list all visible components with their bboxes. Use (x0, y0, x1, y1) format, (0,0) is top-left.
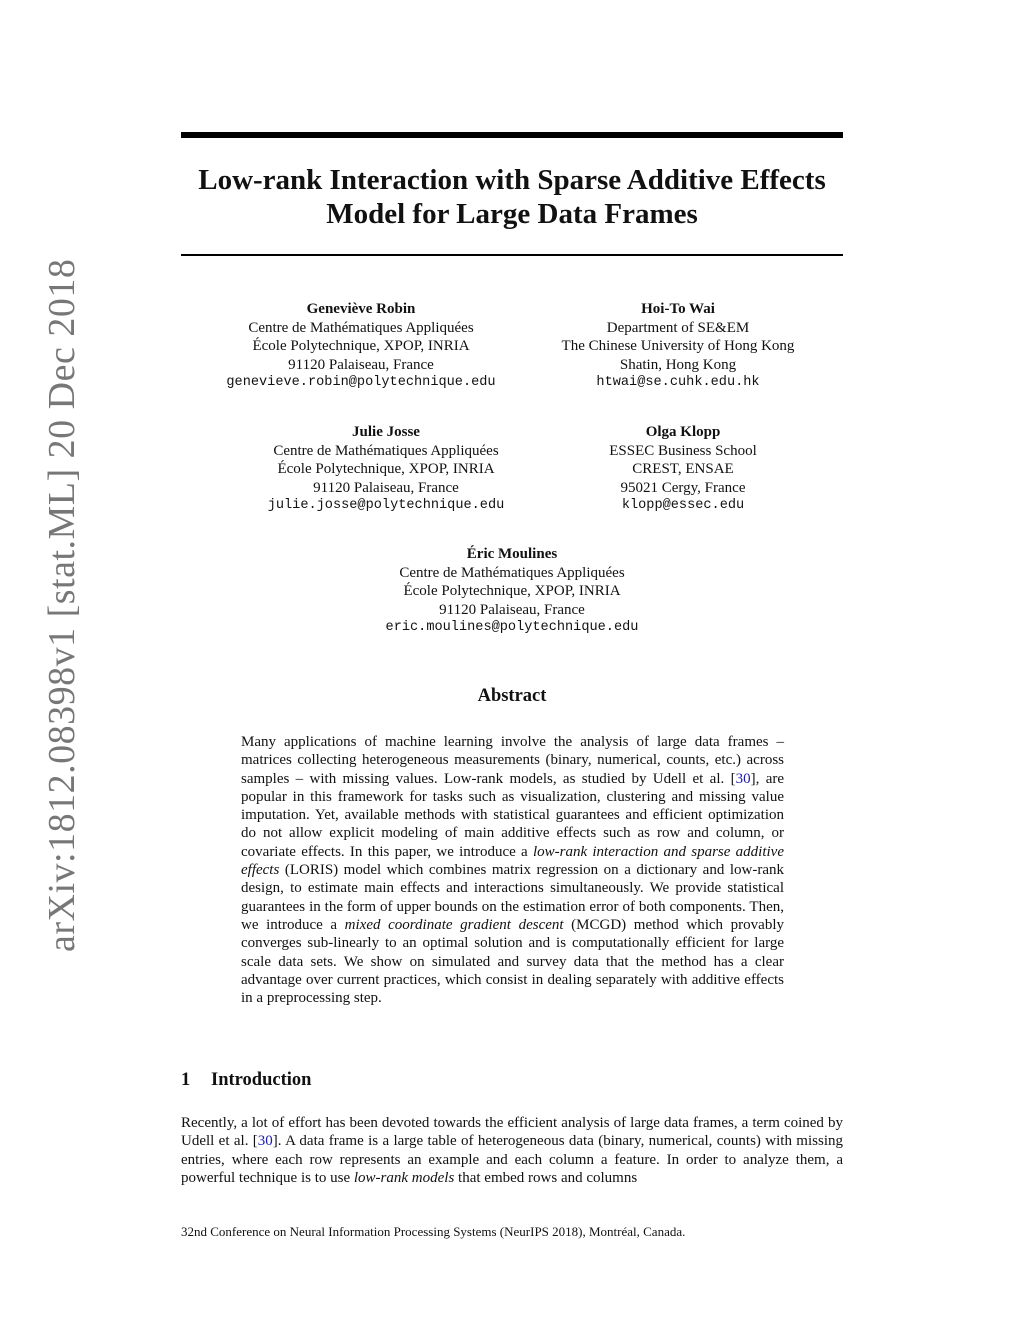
section-heading-introduction (181, 1070, 843, 1091)
paper-title (181, 163, 843, 231)
author-affiliation-line: 91120 Palaiseau, France (439, 601, 585, 618)
author-affiliation-line: Centre de Mathématiques Appliquées (399, 564, 625, 581)
author-affiliation-line: École Polytechnique, XPOP, INRIA (252, 338, 470, 355)
author-email[interactable]: eric.moulines@polytechnique.edu (385, 620, 639, 636)
abstract-heading: Abstract (477, 686, 547, 706)
author-name: Julie Josse (352, 424, 420, 440)
author-name: Geneviève Robin (306, 301, 416, 317)
title-top-rule (181, 132, 843, 138)
author-email[interactable]: klopp@essec.edu (621, 498, 745, 514)
introduction-text (181, 1114, 843, 1188)
abstract-text-part: (LORIS) model which combines matrix regression on a dictionary and low-rank design, to estimate main effects and interactions simultaneously. We provide statistical guarantees in the form of upper bounds on the estimation error of both components. Then, we introduce a (241, 862, 784, 933)
author-name: Éric Moulines (466, 546, 558, 562)
author-affiliation-line: 91120 Palaiseau, France (288, 356, 434, 373)
citation-link[interactable]: 30 (257, 1133, 273, 1150)
intro-text-part: that embed rows and columns (454, 1170, 638, 1187)
author-affiliation-line: 95021 Cergy, France (620, 479, 746, 496)
author-affiliation-line: ESSEC Business School (609, 442, 757, 459)
author-affiliation-line: École Polytechnique, XPOP, INRIA (277, 461, 495, 478)
arxiv-identifier: arXiv:1812.08398v1 [stat.ML] 20 Dec 2018 (41, 258, 83, 952)
intro-text-part: Recently, a lot of effort has been devoted towards the efficient analysis of large data frames, a term coined by Udell et al. [ (181, 1115, 843, 1150)
author-affiliation-line: École Polytechnique, XPOP, INRIA (403, 583, 621, 600)
section-number: 1 (181, 1070, 191, 1090)
author-name: Hoi-To Wai (641, 301, 715, 317)
author-block-moulines (362, 545, 662, 638)
author-affiliation-line: The Chinese University of Hong Kong (561, 338, 795, 355)
author-block-robin (211, 300, 511, 393)
section-title: Introduction (211, 1070, 312, 1090)
title-line-2: Model for Large Data Frames (326, 198, 698, 230)
author-block-wai (528, 300, 828, 393)
author-email[interactable]: genevieve.robin@polytechnique.edu (226, 375, 496, 391)
abstract-emphasis: mixed coordinate gradient descent (344, 916, 564, 933)
author-email[interactable]: julie.josse@polytechnique.edu (267, 498, 505, 514)
abstract-emphasis: low-rank interaction and sparse additive effects (241, 843, 784, 879)
author-affiliation-line: Centre de Mathématiques Appliquées (248, 319, 474, 336)
title-line-1: Low-rank Interaction with Sparse Additive Effects (198, 164, 826, 196)
author-block-klopp (533, 423, 833, 516)
abstract-text (241, 733, 784, 1007)
abstract-text-part: (MCGD) method which provably converges sub-linearly to an optimal solution and is computationally efficient for large scale data sets. We show on simulated and survey data that the method has a clear advantage over current practices, which consist in dealing separately with additive effects in a preprocessing step. (241, 916, 784, 1007)
author-affiliation-line: 91120 Palaiseau, France (313, 479, 459, 496)
citation-link[interactable]: 30 (735, 770, 751, 787)
abstract-text-part: ], are popular in this framework for tasks such as visualization, clustering and missing value imputation. Yet, available methods with statistical guarantees and efficient optimization do not allow explicit modeling of main additive effects such as row and column, or covariate effects. In this paper, we introduce a (241, 770, 785, 860)
intro-emphasis: low-rank models (353, 1170, 455, 1187)
author-block-josse (236, 423, 536, 516)
author-affiliation-line: CREST, ENSAE (632, 461, 734, 478)
author-affiliation-line: Centre de Mathématiques Appliquées (273, 442, 499, 459)
abstract-text-part: Many applications of machine learning involve the analysis of large data frames – matrices collecting heterogeneous measurements (binary, numerical, counts, etc.) across samples – with missing values. Low-rank models, as studied by Udell et al. [ (241, 734, 784, 787)
conference-footnote: 32nd Conference on Neural Information Processing Systems (NeurIPS 2018), Montréal, Canada. (181, 1224, 686, 1239)
author-email[interactable]: htwai@se.cuhk.edu.hk (596, 375, 760, 391)
author-affiliation-line: Shatin, Hong Kong (619, 356, 737, 373)
author-name: Olga Klopp (645, 424, 721, 440)
author-affiliation-line: Department of SE&EM (606, 319, 750, 336)
intro-text-part: ]. A data frame is a large table of heterogeneous data (binary, numerical, counts) with missing entries, where each row represents an example and each column a feature. In order to analyze them, a powerful technique is to use (181, 1133, 843, 1187)
title-bottom-rule (181, 254, 843, 256)
